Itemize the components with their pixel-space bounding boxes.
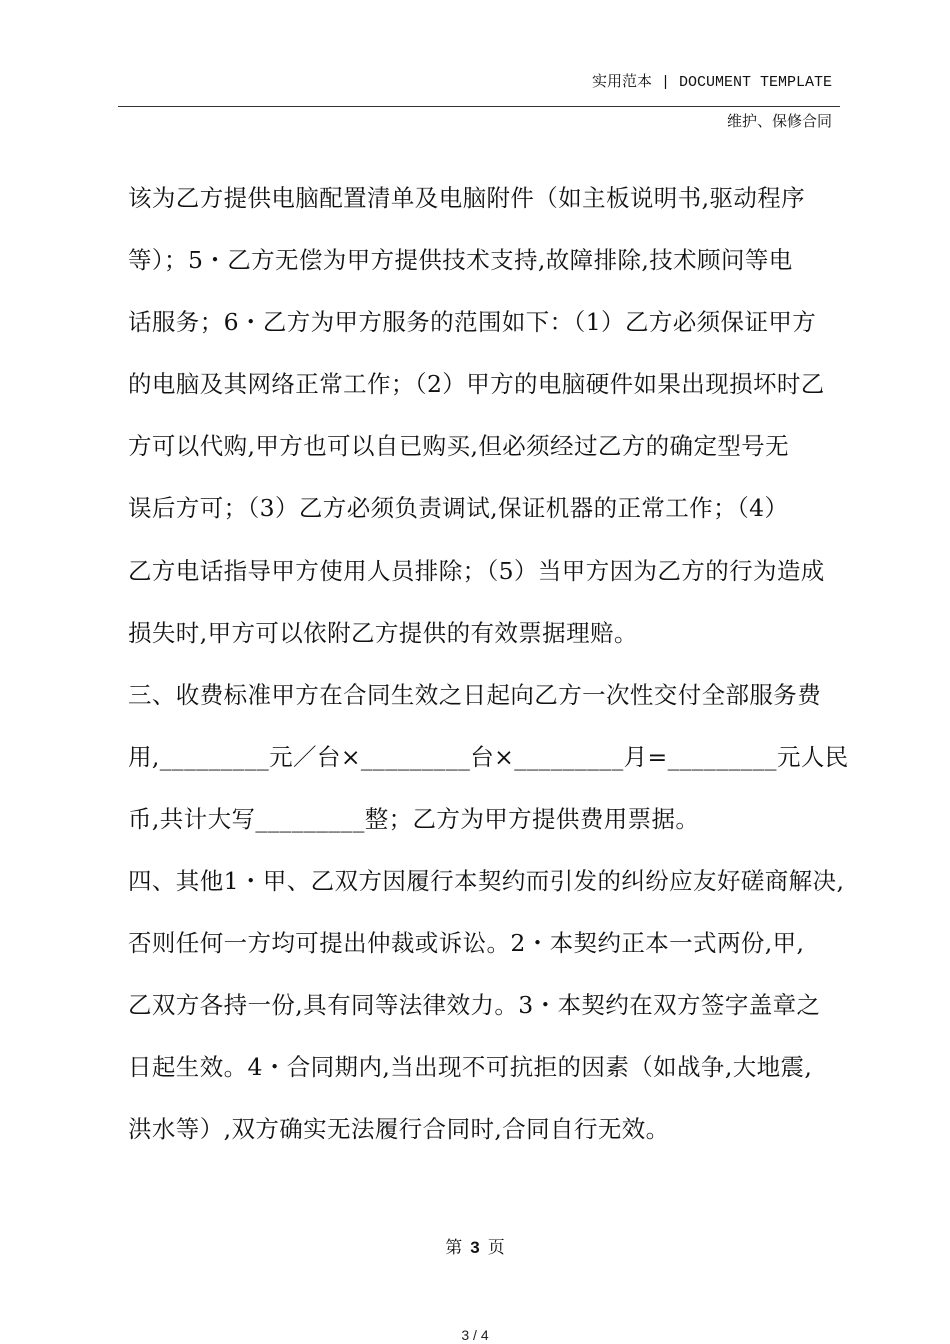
body-line: 日起生效。4・合同期内,当出现不可抗拒的因素（如战争,大地震, — [128, 1053, 813, 1082]
body-line: 否则任何一方均可提出仲裁或诉讼。2・本契约正本一式两份,甲, — [128, 929, 805, 958]
viewer-page-counter: 3 / 4 — [461, 1327, 489, 1343]
page-prefix: 第 — [445, 1238, 463, 1258]
body-line: 洪水等）,双方确实无法履行合同时,合同自行无效。 — [128, 1115, 670, 1144]
header-title: 实用范本 | DOCUMENT TEMPLATE — [591, 74, 832, 91]
body-line: 用,_________元／台×_________台×_________月=_________元人民 — [128, 742, 849, 771]
page-number-value: 3 — [470, 1238, 480, 1257]
body-line: 误后方可；（3）乙方必须负责调试,保证机器的正常工作；（4） — [128, 494, 789, 523]
document-body — [128, 178, 852, 1172]
body-line: 方可以代购,甲方也可以自已购买,但必须经过乙方的确定型号无 — [128, 432, 790, 461]
body-line: 损失时,甲方可以依附乙方提供的有效票据理赔。 — [128, 618, 638, 647]
body-line: 该为乙方提供电脑配置清单及电脑附件（如主板说明书,驱动程序 — [128, 184, 806, 212]
body-line: 的电脑及其网络正常工作；（2）甲方的电脑硬件如果出现损坏时乙 — [128, 370, 825, 399]
body-line: 币,共计大写_________整；乙方为甲方提供费用票据。 — [128, 804, 700, 833]
page-suffix: 页 — [487, 1238, 505, 1258]
body-line: 等）；5・乙方无偿为甲方提供技术支持,故障排除,技术顾问等电 — [128, 246, 793, 275]
body-line: 话服务；6・乙方为甲方服务的范围如下：（1）乙方必须保证甲方 — [128, 308, 817, 337]
page-number — [0, 1233, 950, 1258]
section-heading-fees: 三、收费标准甲方在合同生效之日起向乙方一次性交付全部服务费 — [128, 680, 822, 709]
body-line: 乙方电话指导甲方使用人员排除；（5）当甲方因为乙方的行为造成 — [128, 556, 825, 585]
header-divider — [118, 106, 840, 107]
body-line: 乙双方各持一份,具有同等法律效力。3・本契约在双方签字盖章之 — [128, 991, 821, 1020]
header-subtitle: 维护、保修合同 — [726, 112, 832, 130]
section-heading-other: 四、其他1・甲、乙双方因履行本契约而引发的纠纷应友好磋商解决, — [128, 867, 845, 896]
